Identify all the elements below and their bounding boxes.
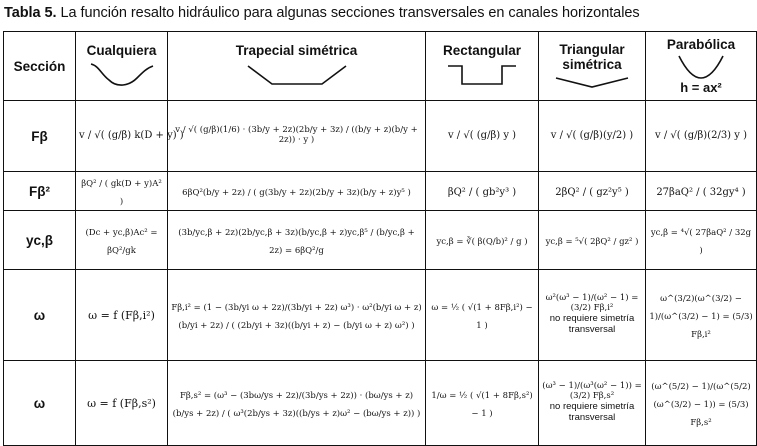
table-title: La función resalto hidráulico para algunas secciones transversales en canales horizontales bbox=[60, 5, 640, 21]
header-rectangular bbox=[426, 32, 539, 101]
header-parabolica-label: Parabólica bbox=[666, 37, 736, 52]
cell-fbeta2-trapecial: 6βQ²(b/y + 2z) / ( g(3b/y + 2z)(2b/y + 3z)(b/y + z)y⁵ ) bbox=[168, 172, 426, 211]
note-no-symmetry-1: no requiere simetría transversal bbox=[549, 312, 635, 335]
cell-fbeta-parabolica: v / √( (g/β)(2/3) y ) bbox=[646, 101, 757, 172]
cell-fbeta-cualquiera: v / √( (g/β) k(D + y) ) bbox=[76, 101, 168, 172]
cell-fbeta2-rectangular: βQ² / ( gb²y³ ) bbox=[426, 172, 539, 211]
row-omega-supercritical bbox=[4, 270, 757, 361]
header-trapecial-label: Trapecial simétrica bbox=[235, 42, 358, 58]
cell-omega2-trapecial: Fβ,s² = (ω³ − (3bω/ys + 2z)/(3b/ys + 2z)) · (bω/ys + z)(b/ys + 2z) / ( ω³(2b/ys + 3z)((b/ys + z)ω² − (bω/ys + z)) ) bbox=[168, 361, 426, 446]
parabola-section-shape-icon bbox=[671, 54, 731, 80]
row-label-fbeta2: Fβ² bbox=[4, 172, 76, 211]
cell-omega1-triangular: ω²(ω³ − 1)/(ω² − 1) = (3/2) Fβ,i² no requiere simetría transversal bbox=[539, 270, 646, 361]
cell-fbeta-trapecial: v / √( (g/β)(1/6) · (3b/y + 2z)(2b/y + 3z) / ((b/y + z)(b/y + 2z)) · y ) bbox=[168, 101, 426, 172]
cell-fbeta2-triangular: 2βQ² / ( gz²y⁵ ) bbox=[539, 172, 646, 211]
hydraulic-jump-table bbox=[3, 31, 757, 446]
parabola-equation: h = ax² bbox=[680, 80, 722, 95]
header-cualquiera bbox=[76, 32, 168, 101]
cell-omega2-cualquiera: ω = f (Fβ,s²) bbox=[76, 361, 168, 446]
row-label-omega-2: ω bbox=[4, 361, 76, 446]
cell-fbeta-triangular: v / √( (g/β)(y/2) ) bbox=[539, 101, 646, 172]
cell-fbeta2-parabolica: 27βaQ² / ( 32gy⁴ ) bbox=[646, 172, 757, 211]
header-parabolica bbox=[646, 32, 757, 101]
table-number: Tabla 5. bbox=[4, 5, 57, 21]
triangle-section-shape-icon bbox=[552, 74, 632, 90]
cell-ycbeta-trapecial: (3b/yc,β + 2z)(2b/yc,β + 3z)(b/yc,β + z)yc,β⁵ / (b/yc,β + 2z) = 6βQ²/g bbox=[168, 211, 426, 270]
cell-omega1-parabolica: ω^(3/2)(ω^(3/2) − 1)/(ω^(3/2) − 1) = (5/3) Fβ,i² bbox=[646, 270, 757, 361]
row-label-fbeta: Fβ bbox=[4, 101, 76, 172]
cell-omega2-parabolica: (ω^(5/2) − 1)/(ω^(5/2)(ω^(3/2) − 1)) = (5/3) Fβ,s² bbox=[646, 361, 757, 446]
header-triangular bbox=[539, 32, 646, 101]
row-fbeta2 bbox=[4, 172, 757, 211]
cell-fbeta-rectangular: v / √( (g/β) y ) bbox=[426, 101, 539, 172]
row-omega-subcritical bbox=[4, 361, 757, 446]
cell-omega1-rectangular: ω = ½ ( √(1 + 8Fβ,i²) − 1 ) bbox=[426, 270, 539, 361]
header-seccion: Sección bbox=[4, 32, 76, 101]
cell-fbeta2-cualquiera: βQ² / ( gk(D + y)A² ) bbox=[76, 172, 168, 211]
cell-omega2-triangular: (ω³ − 1)/(ω³(ω² − 1)) = (3/2) Fβ,s² no requiere simetría transversal bbox=[539, 361, 646, 446]
any-section-shape-icon bbox=[87, 60, 157, 90]
header-trapecial bbox=[168, 32, 426, 101]
header-cualquiera-label: Cualquiera bbox=[86, 42, 157, 58]
rectangle-section-shape-icon bbox=[442, 60, 522, 90]
cell-ycbeta-cualquiera: (Dc + yc,β)Ac² = βQ²/gk bbox=[76, 211, 168, 270]
row-ycbeta bbox=[4, 211, 757, 270]
header-rectangular-label: Rectangular bbox=[442, 42, 522, 58]
note-no-symmetry-2: no requiere simetría transversal bbox=[549, 400, 635, 423]
row-label-ycbeta: yc,β bbox=[4, 211, 76, 270]
row-fbeta bbox=[4, 101, 757, 172]
row-label-omega-1: ω bbox=[4, 270, 76, 361]
cell-omega2-rectangular: 1/ω = ½ ( √(1 + 8Fβ,s²) − 1 ) bbox=[426, 361, 539, 446]
header-row bbox=[4, 32, 757, 101]
header-triangular-label: Triangular simétrica bbox=[559, 42, 625, 72]
cell-ycbeta-rectangular: yc,β = ∛( β(Q/b)² / g ) bbox=[426, 211, 539, 270]
cell-ycbeta-triangular: yc,β = ⁵√( 2βQ² / gz² ) bbox=[539, 211, 646, 270]
cell-omega1-cualquiera: ω = f (Fβ,i²) bbox=[76, 270, 168, 361]
table-caption bbox=[4, 5, 754, 27]
cell-omega1-trapecial: Fβ,i² = (1 − (3b/yi ω + 2z)/(3b/yi + 2z) ω³) · ω²(b/yi ω + z)(b/yi + 2z) / ( (2b/yi + 3z)((b/yi + z) − (b/yi ω + z) ω²) ) bbox=[168, 270, 426, 361]
trapezoid-section-shape-icon bbox=[242, 60, 352, 90]
cell-ycbeta-parabolica: yc,β = ⁴√( 27βaQ² / 32g ) bbox=[646, 211, 757, 270]
